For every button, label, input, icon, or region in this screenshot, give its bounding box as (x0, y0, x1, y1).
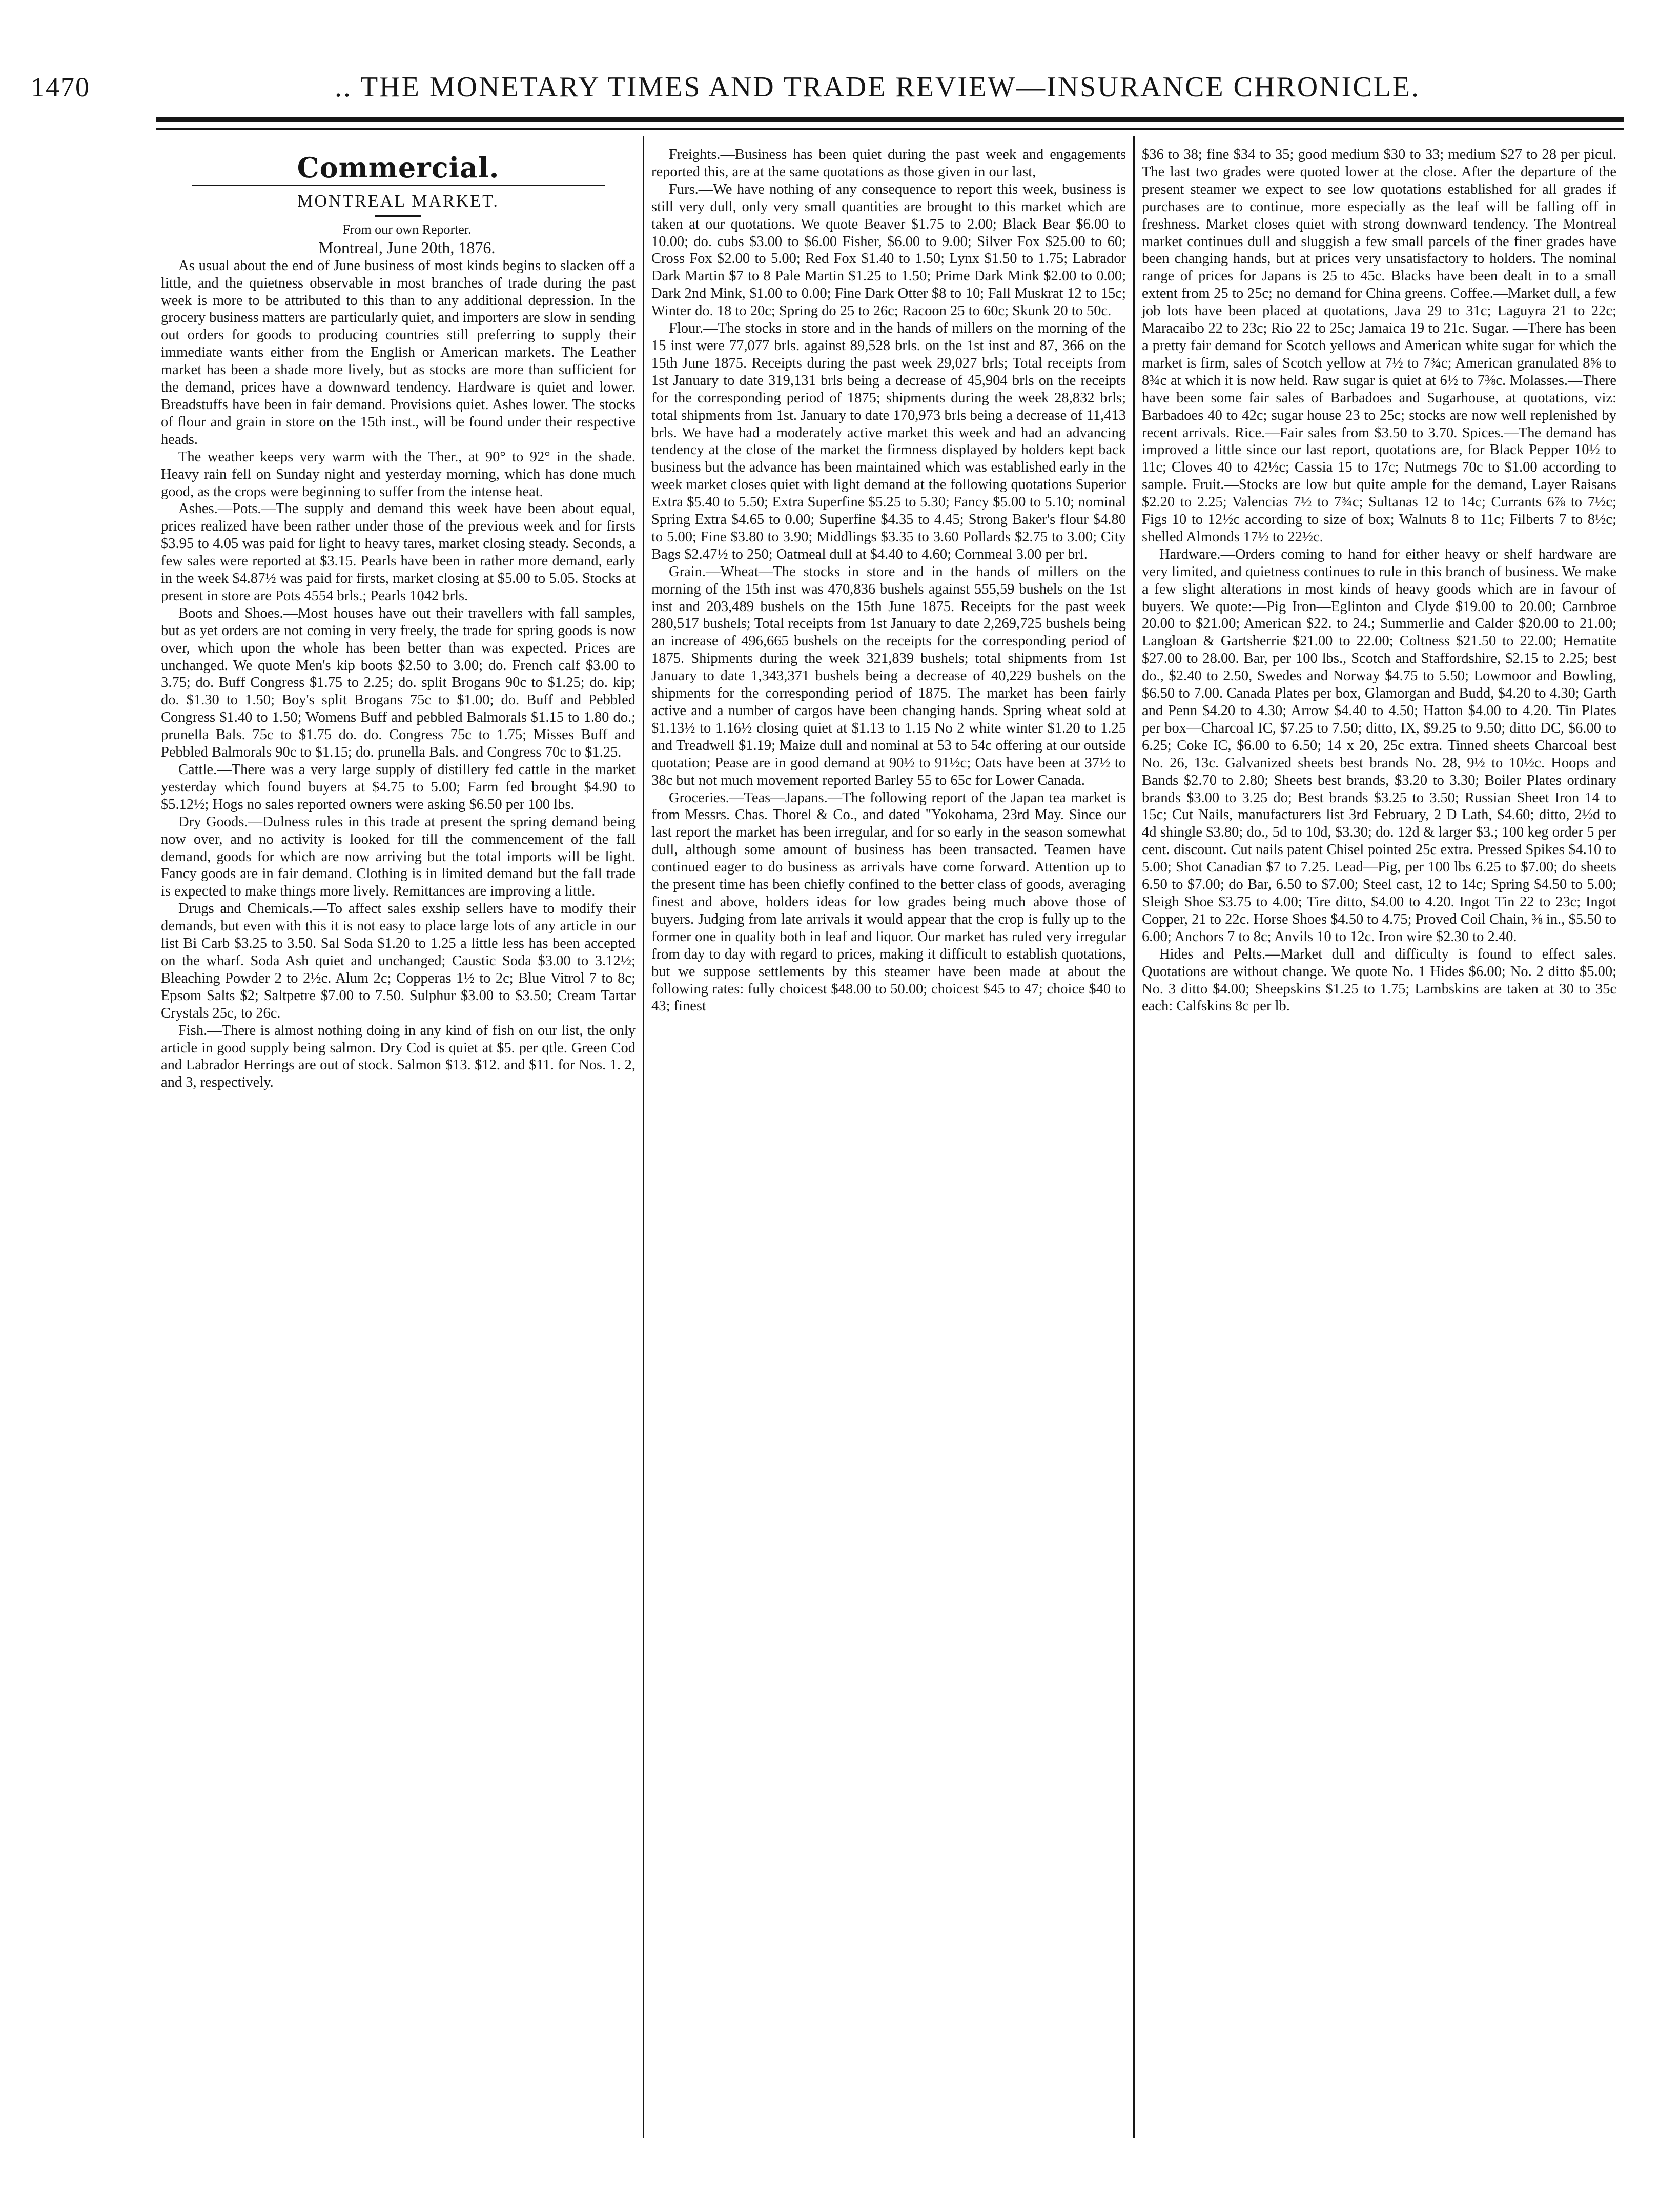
paragraph: $36 to 38; fine $34 to 35; good medium $30 to 33; medium $27 to 28 per picul. The last two grades were quoted lower at the close. After the departure of the present steamer we expect to see low quotations established for all grades if purchases are to continue, more especially as the leaf will be falling off in freshness. Market closes quiet with strong downward tendency. The Montreal market continues dull and sluggish a few small parcels of the finer grades have been changing hands, but at prices very unsatisfactory to holders. The nominal range of prices for Japans is 25 to 45c. Blacks have been dealt in to a small extent from 25 to 25c; no demand for China greens. Coffee.—Market dull, a few job lots have been placed at quotations, Java 29 to 31c; Laguyra 21 to 22c; Maracaibo 22 to 23c; Rio 22 to 25c; Jamaica 19 to 21c. Sugar. —There has been a pretty fair demand for Scotch yellows and American white sugar for which the market is firm, sales of Scotch yellow at 7½ to 7¾c; American granulated 8⅝ to 8¾c at which it is now held. Raw sugar is quiet at 6½ to 7⅜c. Molasses.—There have been some fair sales of Barbadoes and Sugarhouse, at quotations, viz: Barbadoes 40 to 42c; sugar house 23 to 25c; stocks are now well replenished by recent arrivals. Rice.—Fair sales from $3.50 to 3.70. Spices.—The demand has improved a little since our last report, quotations are, for Black Pepper 10½ to 11c; Cloves 40 to 42½c; Cassia 15 to 17c; Nutmegs 70c to $1.00 according to sample. Fruit.—Stocks are low but quite ample for the demand, Layer Raisans $2.20 to 2.25; Valencias 7½ to 7¾c; Sultanas 12 to 14c; Currants 6⅞ to 7½c; Figs 10 to 12½c according to size of box; Walnuts 8 to 11c; Filberts 7 to 8½c; shelled Almonds 17½ to 22½c. (1142, 147, 1616, 545)
paragraph: Flour.—The stocks in store and in the hands of millers on the morning of the 15 inst were 77,077 brls. against 89,528 brls. on the 1st inst and 87, 366 on the 15th June 1875. Receipts during the past week 29,027 brls; Total receipts from 1st January to date 319,131 brls being a decrease of 45,904 brls on the receipts for the corresponding period of 1875; shipments during the week 28,832 brls; total shipments from 1st. January to date 170,973 brls being a decrease of 11,413 brls. We have had a moderately active market this week and had an advancing tendency at the close of the market the firmness displayed by holders kept back business but the advance has been maintained which was established early in the week market closes quiet with light demand at the following quotations Superior Extra $5.40 to 5.50; Extra Superfine $5.25 to 5.30; Fancy $5.00 to 5.10; nominal Spring Extra $4.65 to 0.00; Superfine $4.35 to 4.45; Strong Baker's flour $4.80 to 5.00; Fine $3.80 to 3.90; Middlings $3.35 to 3.60 Pollards $2.75 to 3.00; City Bags $2.47½ to 250; Oatmeal dull at $4.40 to 4.60; Cornmeal 3.00 per brl. (651, 320, 1126, 562)
paragraph: Hides and Pelts.—Market dull and difficulty is found to effect sales. Quotations are without change. We quote No. 1 Hides $6.00; No. 2 ditto $5.00; No. 3 ditto $4.00; Sheepskins $1.25 to 1.75; Lambskins are taken at 30 to 35c each: Calfskins 8c per lb. (1142, 946, 1616, 1014)
paragraph: Dry Goods.—Dulness rules in this trade at present the spring demand being now over, and no activity is looked for till the commencement of the fall demand, goods for which are now arriving but the total imports will be light. Fancy goods are in fair demand. Clothing is in limited demand but the fall trade is expected to make things more lively. Remittances are improving a little. (161, 814, 636, 900)
running-head: .. THE MONETARY TIMES AND TRADE REVIEW—INSURANCE CHRONICLE. (335, 71, 1420, 103)
paragraph: The weather keeps very warm with the Ther., at 90° to 92° in the shade. Heavy rain fell on Sunday night and yesterday morning, which has done much good, as the crops were beginning to suffer from the intense heat. (161, 449, 636, 500)
column-3 (1135, 136, 1624, 2138)
page-number: 1470 (31, 72, 90, 103)
header-rule-thick (156, 117, 1624, 122)
column-2 (643, 136, 1135, 2138)
byline: From our own Reporter. (342, 221, 472, 237)
article-columns (154, 136, 1624, 2138)
paragraph: Boots and Shoes.—Most houses have out their travellers with fall samples, but as yet orders are not coming in very freely, the trade for spring goods is now over, which upon the whole has been better than was expected. Prices are unchanged. We quote Men's kip boots $2.50 to 3.00; do. French calf $3.00 to 3.75; do. Buff Congress $1.75 to 2.25; do. split Brogans 90c to $1.25; do. kip; do. $1.30 to 1.50; Boy's split Brogans 75c to $1.00; do. Buff and Pebbled Congress $1.40 to 1.50; Womens Buff and pebbled Balmorals $1.15 to 1.80 do.; prunella Bals. 75c to $1.75 do. do. Congress 75c to 1.75; Misses Buff and Pebbled Balmorals 90c to $1.15; do. prunella Bals. and Congress 70c to $1.25. (161, 605, 636, 761)
paragraph: Ashes.—Pots.—The supply and demand this week have been about equal, prices realized have been rather under those of the previous week and for firsts $3.95 to 4.05 was paid for light to heavy tares, market closing steady. Seconds, a few sales were reported at $3.15. Pearls have been in rather more demand, early in the week $4.87½ was paid for firsts, market closing at $5.00 to 5.05. Stocks at present in store are Pots 4554 brls.; Pearls 1042 brls. (161, 501, 636, 604)
paragraph: Furs.—We have nothing of any consequence to report this week, business is still very dull, only very small quantities are brought to this market which are taken at our quotations. We quote Beaver $1.75 to 2.00; Black Bear $6.00 to 10.00; do. cubs $3.00 to $6.00 Fisher, $6.00 to 9.00; Silver Fox $25.00 to 60; Cross Fox $2.00 to 5.00; Red Fox $1.40 to 1.50; Lynx $1.50 to 1.75; Labrador Dark Martin $7 to 8 Pale Martin $1.25 to 1.50; Prime Dark Mink $2.00 to 0.00; Dark 2nd Mink, $1.00 to 0.00; Fine Dark Otter $8 to 10; Fall Muskrat 12 to 15c; Winter do. 18 to 20c; Spring do 25 to 26c; Racoon 25 to 60c; Skunk 20 to 50c. (651, 181, 1126, 319)
paragraph: Hardware.—Orders coming to hand for either heavy or shelf hardware are very limited, and quietness continues to rule in this branch of business. We make a few slight alterations in most kinds of heavy goods which are in favour of buyers. We quote:—Pig Iron—Eglinton and Clyde $19.00 to 20.00; Carnbroe 20.00 to $21.00; American $22. to 24.; Summerlie and Calder $20.00 to 21.00; Langloan & Gartsherrie $21.00 to 22.00; Coltness $21.50 to 22.00; Hematite $27.00 to 28.00. Bar, per 100 lbs., Scotch and Staffordshire, $2.15 to 2.25; best do., $2.40 to 2.50, Swedes and Norway $4.75 to 5.50; Lowmoor and Bowling, $6.50 to 7.00. Canada Plates per box, Glamorgan and Budd, $4.20 to 4.30; Garth and Penn $4.20 to 4.30; Arrow $4.40 to 4.50; Hatton $4.00 to 4.20. Tin Plates per box—Charcoal IC, $7.25 to 7.50; ditto, IX, $9.25 to 9.50; ditto DC, $6.00 to 6.25; Coke IC, $6.00 to 6.50; 14 x 20, 25c extra. Tinned sheets Charcoal best No. 26, 13c. Galvanized sheets best brands No. 28, 9½ to 10½c. Hoops and Bands $2.70 to 2.80; Sheets best brands, $3.20 to 3.30; Boiler Plates ordinary brands $3.00 to 3.25 do; Best brands $3.25 to 3.50; Russian Sheet Iron 14 to 15c; Cut Nails, manufacturers list 3rd February, 2 D Lath, $4.60; ditto, 2½d to 4d shingle $3.80; do., 5d to 10d, $3.30; do. 12d & larger $3.; 100 keg order 5 per cent. discount. Cut nails patent Chisel pointed 25c extra. Pressed Spikes $4.10 to 5.00; Shot Canadian $7 to 7.25. Lead—Pig, per 100 lbs 6.25 to $7.00; do sheets 6.50 to $7.00; do Bar, 6.50 to $7.00; Steel cast, 12 to 14c; Spring $4.50 to 5.00; Sleigh Shoe $3.75 to 4.00; Tire ditto, $4.00 to 4.20. Ingot Tin 22 to 23c; Ingot Copper, 21 to 22c. Horse Shoes $4.50 to 4.75; Proved Coil Chain, ⅜ in., $5.50 to 6.00; Anchors 7 to 8c; Anvils 10 to 12c. Iron wire $2.30 to 2.40. (1142, 546, 1616, 945)
paragraph: Freights.—Business has been quiet during the past week and engagements reported this, are at the same quotations as those given in our last, (651, 147, 1126, 180)
section-title: Commercial. (297, 151, 500, 184)
column-1 (154, 136, 643, 2138)
paragraph: Cattle.—There was a very large supply of distillery fed cattle in the market yesterday which found buyers at $4.75 to 5.00; Farm fed brought $4.90 to $5.12½; Hogs no sales reported owners were asking $6.50 per 100 lbs. (161, 762, 636, 812)
paragraph: Drugs and Chemicals.—To affect sales exship sellers have to modify their demands, but even with this it is not easy to place large lots of any article in our list Bi Carb $3.25 to 3.50. Sal Soda $1.20 to 1.25 a little less has been accepted on the wharf. Soda Ash quiet and unchanged; Caustic Soda $3.00 to 3.12½; Bleaching Powder 2 to 2½c. Alum 2c; Copperas 1½ to 2c; Blue Vitrol 7 to 8c; Epsom Salts $2; Saltpetre $7.00 to 7.50. Sulphur $3.00 to $3.50; Cream Tartar Crystals 25c, to 26c. (161, 901, 636, 1021)
paragraph: Groceries.—Teas—Japans.—The following report of the Japan tea market is from Messrs. Chas. Thorel & Co., and dated "Yokohama, 23rd May. Since our last report the market has been irregular, and for so early in the season somewhat dull, although some amount of business has been transacted. Teamen have continued eager to do business as arrivals have come forward. Attention up to the present time has been chiefly confined to the better class of goods, averaging finest and above, holders ideas for low grades being much above those of buyers. Judging from late arrivals it would appear that the crop is fully up to the former one in quality both in leaf and liquor. Our market has ruled very irregular from day to day with regard to prices, making it difficult to establish quotations, but we suppose settlements by this steamer have been made at about the following rates: fully choicest $48.00 to 50.00; choicest $45 to 47; choice $40 to 43; finest (651, 789, 1126, 1014)
subhead: MONTREAL MARKET. (297, 192, 499, 211)
page-header (31, 56, 1649, 118)
dateline: Montreal, June 20th, 1876. (318, 238, 496, 257)
title-rule (192, 185, 605, 189)
header-rule-thin (156, 128, 1624, 130)
paragraph: As usual about the end of June business of most kinds begins to slacken off a little, and the quietness observable in most branches of trade during the past week is more to be attributed to this than to any additional depression. In the grocery business matters are particularly quiet, and importers are slow in sending out orders for goods to producing countries still preferring to supply their immediate wants either from the English or American markets. The Leather market has been a shade more lively, but as stocks are more than sufficient for the demand, prices have a downward tendency. Hardware is quiet and lower. Breadstuffs have been in fair demand. Provisions quiet. Ashes lower. The stocks of flour and grain in store on the 15th inst., will be found under their respective heads. (161, 257, 636, 448)
paragraph: Grain.—Wheat—The stocks in store and in the hands of millers on the morning of the 15th inst was 470,836 bushels against 555,59 bushels on the 1st inst and 203,489 bushels on the 15th June 1875. Receipts for the past week 280,517 bushels; Total receipts from 1st January to date 2,269,725 bushels being an increase of 496,665 bushels on the receipts for the corresponding period of 1875. Shipments during the week 321,839 bushels; total shipments from 1st January to date 1,343,371 bushels being a decrease of 40,229 bushels on the shipments for the corresponding period of 1875. The market has been fairly active and a number of cargos have been changing hands. Spring wheat sold at $1.13½ to 1.16½ closing quiet at $1.13 to 1.15 No 2 white winter $1.20 to 1.25 and Treadwell $1.19; Maize dull and nominal at 53 to 54c offering at our outside quotation; Pease are in good demand at 90½ to 91½c; Oats have been at 37½ to 38c but not much movement reported Barley 55 to 65c for Lower Canada. (651, 563, 1126, 788)
paragraph: Fish.—There is almost nothing doing in any kind of fish on our list, the only article in good supply being salmon. Dry Cod is quiet at $5. per qtle. Green Cod and Labrador Herrings are out of stock. Salmon $13. $12. and $11. for Nos. 1. 2, and 3, respectively. (161, 1022, 636, 1091)
short-rule (375, 215, 421, 217)
